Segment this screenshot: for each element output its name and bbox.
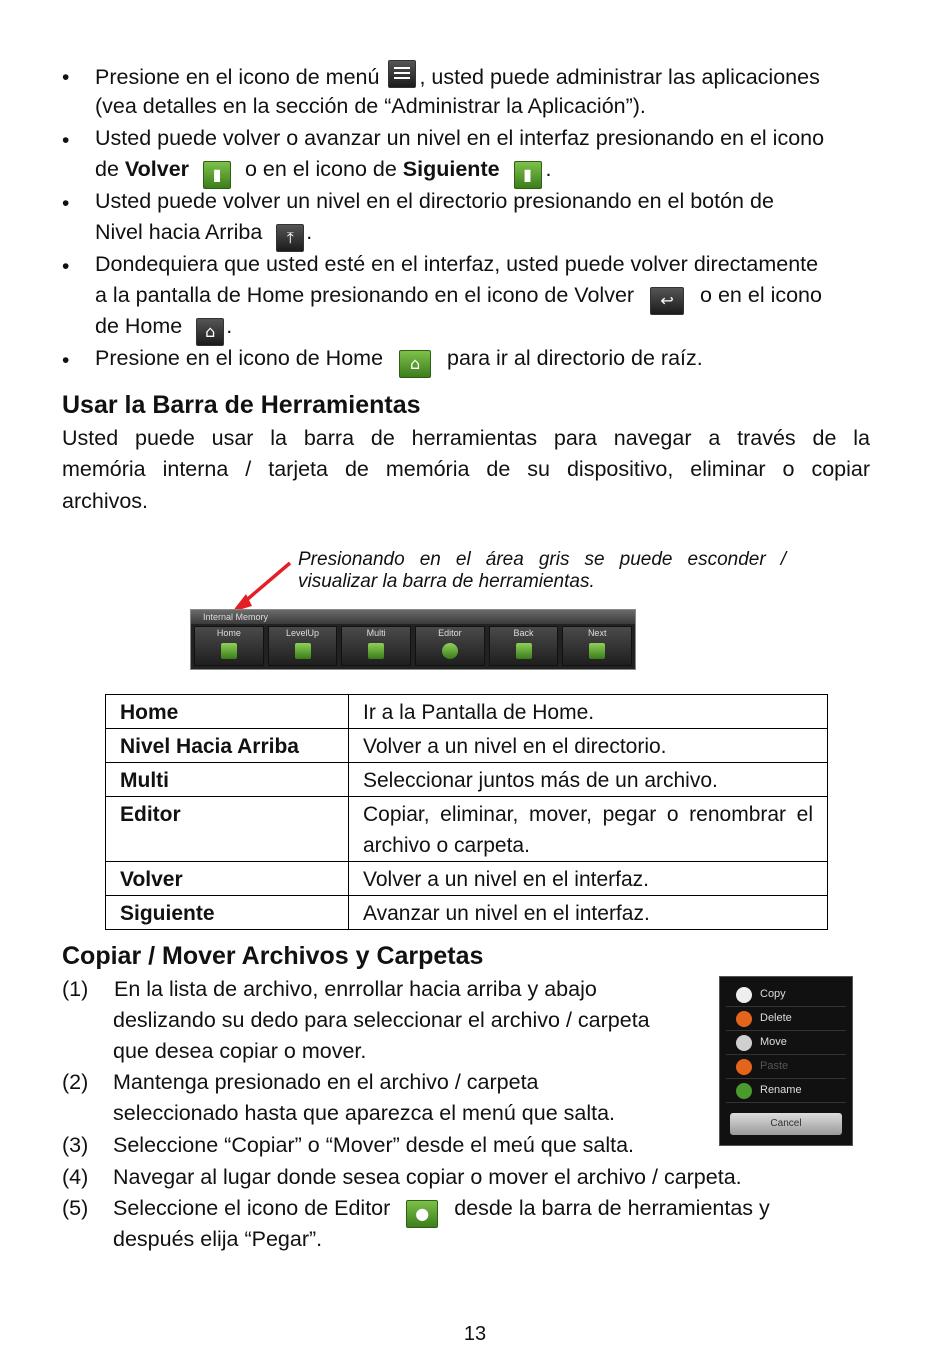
text: Nivel hacia Arriba: [95, 220, 263, 244]
menu-item-copy[interactable]: [726, 983, 846, 1007]
table-value: Volver a un nivel en el interfaz.: [349, 862, 828, 896]
rename-icon: [736, 1083, 752, 1099]
toolbar-editor-button[interactable]: [415, 626, 485, 666]
text: Seleccione el icono de Editor: [113, 1196, 391, 1220]
toolbar-buttons: [191, 624, 635, 668]
bullet-5-line-1: [95, 343, 703, 378]
text: de Home: [95, 314, 183, 338]
home-icon: ⌂: [196, 318, 224, 346]
step-3-line-1: Seleccione “Copiar” o “Mover” desde el meú que salta.: [113, 1133, 635, 1157]
table-value: Volver a un nivel en el directorio.: [349, 729, 828, 763]
toolbar-levelup-button[interactable]: [268, 626, 338, 666]
menu-item-delete[interactable]: [726, 1007, 846, 1031]
button-label: Next: [587, 628, 607, 638]
text-bold: Siguiente: [402, 157, 500, 181]
toolbar-next-button[interactable]: [562, 626, 632, 666]
table-row: [106, 797, 828, 862]
step-2-line-2: seleccionado hasta que aparezca el menú que salta.: [113, 1101, 616, 1125]
context-menu-screenshot: [719, 976, 853, 1146]
text: .: [545, 157, 552, 181]
button-label: Home: [216, 628, 241, 638]
table-key: Nivel Hacia Arriba: [106, 729, 349, 763]
editor-icon: ●: [406, 1200, 438, 1228]
step-number: (2): [62, 1070, 89, 1094]
delete-icon: [736, 1011, 752, 1027]
table-key: Siguiente: [106, 896, 349, 930]
cancel-button[interactable]: Cancel: [730, 1113, 842, 1135]
paragraph-line: memória interna / tarjeta de memória de su dispositivo, eliminar o copiar: [62, 457, 870, 482]
table-value: Ir a la Pantalla de Home.: [349, 695, 828, 729]
step-number: (3): [62, 1133, 89, 1157]
step-number: (1): [62, 977, 89, 1001]
button-label: Back: [513, 628, 534, 638]
bullet-4-line-2: [95, 280, 822, 315]
section-1-paragraph: [62, 423, 870, 517]
callout-note: [298, 549, 786, 593]
copy-icon: [736, 987, 752, 1003]
menu-item-label: Delete: [760, 1012, 792, 1024]
paragraph-line: Usted puede usar la barra de herramientas para navegar a través de la: [62, 426, 870, 450]
text: de: [95, 157, 125, 181]
next-icon: ▮: [514, 161, 542, 189]
menu-item-label: Move: [760, 1036, 787, 1048]
step-number: (5): [62, 1196, 89, 1220]
back-icon: [516, 643, 532, 659]
toolbar-back-button[interactable]: [489, 626, 559, 666]
button-label: Multi: [366, 628, 386, 638]
bullet-dot: •: [62, 129, 70, 152]
menu-item-paste[interactable]: [726, 1055, 846, 1079]
move-icon: [736, 1035, 752, 1051]
editor-icon: [442, 643, 458, 659]
step-1-line-2: deslizando su dedo para seleccionar el archivo / carpeta: [113, 1008, 650, 1032]
table-row: [106, 896, 828, 930]
page-number: 13: [463, 1323, 487, 1345]
step-5-line-1: [113, 1193, 770, 1228]
button-label: Editor: [438, 628, 462, 638]
back-icon: ▮: [203, 161, 231, 189]
return-icon: ↩: [650, 287, 684, 315]
text: a la pantalla de Home presionando en el icono de Volver: [95, 283, 635, 307]
menu-icon: [388, 60, 416, 88]
step-1-line-1: En la lista de archivo, enrrollar hacia arriba y abajo: [114, 977, 597, 1001]
text: Presione en el icono de menú: [95, 65, 380, 89]
menu-item-label: Copy: [760, 988, 786, 1000]
levelup-icon: ⤒: [276, 224, 304, 252]
bullet-3-line-1: Usted puede volver un nivel en el directorio presionando en el botón de: [95, 189, 774, 213]
bullet-3-line-2: [95, 217, 312, 252]
text: desde la barra de herramientas y: [454, 1196, 770, 1220]
bullet-dot: •: [62, 192, 70, 215]
table-key: Multi: [106, 763, 349, 797]
menu-item-move[interactable]: [726, 1031, 846, 1055]
step-number: (4): [62, 1165, 89, 1189]
next-icon: [589, 643, 605, 659]
table-row: [106, 763, 828, 797]
text: o en el icono: [700, 283, 822, 307]
bullet-4-line-1: Dondequiera que usted esté en el interfaz, usted puede volver directamente: [95, 252, 819, 276]
table-value: Seleccionar juntos más de un archivo.: [349, 763, 828, 797]
bullet-2-line-1: Usted puede volver o avanzar un nivel en el interfaz presionando en el icono: [95, 126, 825, 150]
menu-item-rename[interactable]: [726, 1079, 846, 1103]
toolbar-title[interactable]: Internal Memory: [191, 610, 635, 624]
table-key: Home: [106, 695, 349, 729]
bullet-dot: •: [62, 349, 70, 372]
step-2-line-1: Mantenga presionado en el archivo / carpeta: [113, 1070, 539, 1094]
step-5-line-2: después elija “Pegar”.: [113, 1227, 323, 1251]
text: o en el icono de: [245, 157, 403, 181]
bullet-1-line-2: (vea detalles en la sección de “Administrar la Aplicación”).: [95, 94, 646, 118]
paragraph-line: archivos.: [62, 488, 149, 513]
text: Presione en el icono de Home: [95, 346, 384, 370]
home-folder-icon: ⌂: [399, 350, 431, 378]
text: .: [226, 314, 233, 338]
callout-line: Presionando en el área gris se puede esconder /: [298, 549, 786, 570]
bullet-dot: •: [62, 66, 70, 89]
text: para ir al directorio de raíz.: [447, 346, 703, 370]
bullet-dot: •: [62, 255, 70, 278]
bullet-4-line-3: [95, 311, 232, 346]
levelup-icon: [295, 643, 311, 659]
table-row: [106, 862, 828, 896]
toolbar-functions-table: [105, 694, 828, 930]
step-1-line-3: que desea copiar o mover.: [113, 1039, 367, 1063]
toolbar-screenshot: [190, 609, 636, 670]
bullet-2-line-2: [95, 154, 552, 189]
multi-icon: [368, 643, 384, 659]
table-row: [106, 729, 828, 763]
callout-line: visualizar la barra de herramientas.: [298, 571, 595, 592]
text-bold: Volver: [124, 157, 190, 181]
section-title-toolbar: Usar la Barra de Herramientas: [62, 391, 421, 419]
table-row: [106, 695, 828, 729]
home-icon: [221, 643, 237, 659]
table-value: Copiar, eliminar, mover, pegar o renombrar el archivo o carpeta.: [349, 797, 828, 862]
toolbar-multi-button[interactable]: [341, 626, 411, 666]
table-key: Volver: [106, 862, 349, 896]
button-label: LevelUp: [285, 628, 320, 638]
paste-icon: [736, 1059, 752, 1075]
text: , usted puede administrar las aplicaciones: [419, 65, 820, 89]
text: .: [306, 220, 313, 244]
menu-item-label: Paste: [760, 1060, 789, 1072]
bullet-1-line-1: [95, 60, 820, 93]
step-4-line-1: Navegar al lugar donde sesea copiar o mover el archivo / carpeta.: [113, 1165, 742, 1189]
section-title-copy-move: Copiar / Mover Archivos y Carpetas: [62, 942, 484, 970]
table-value: Avanzar un nivel en el interfaz.: [349, 896, 828, 930]
table-key: Editor: [106, 797, 349, 862]
menu-item-label: Rename: [760, 1084, 802, 1096]
toolbar-home-button[interactable]: [194, 626, 264, 666]
